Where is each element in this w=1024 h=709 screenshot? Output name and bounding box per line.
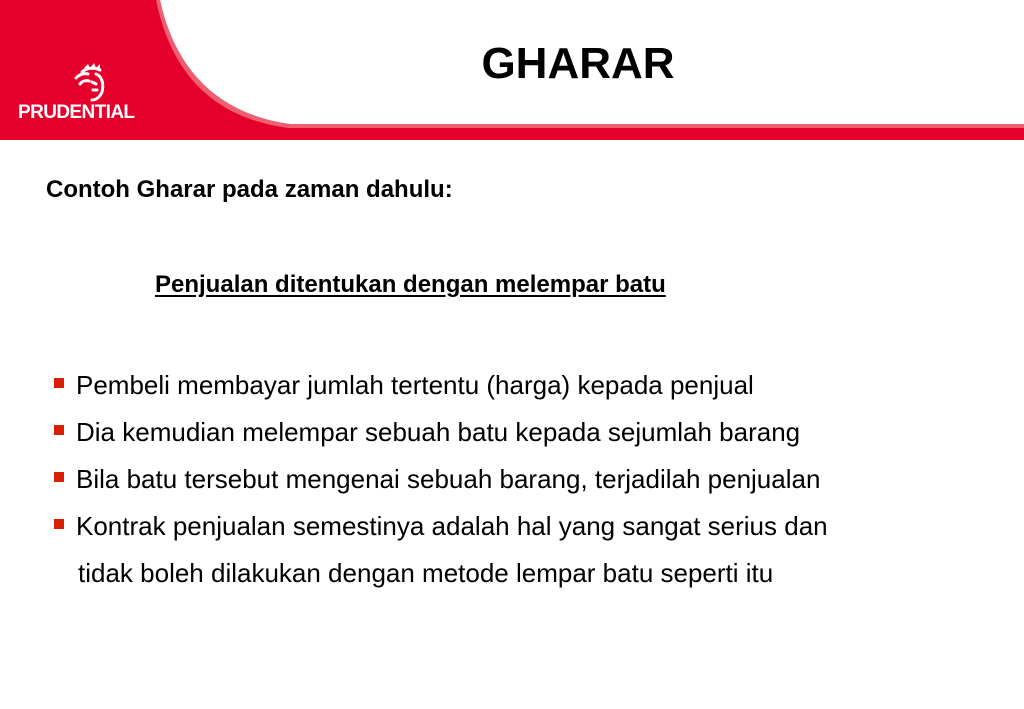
square-bullet-icon — [54, 425, 64, 435]
square-bullet-icon — [54, 519, 64, 529]
bullet-item — [52, 362, 1012, 409]
subtitle: Contoh Gharar pada zaman dahulu: — [46, 176, 453, 203]
bullet-item — [52, 503, 1012, 597]
square-bullet-icon — [54, 378, 64, 388]
bullet-item — [52, 456, 1012, 503]
bullet-item — [52, 409, 1012, 456]
prudence-head-icon — [62, 62, 122, 102]
bullet-text: Dia kemudian melempar sebuah batu kepada sejumlah barang — [76, 417, 801, 447]
prudential-logo — [18, 62, 168, 128]
bullet-list — [52, 362, 1012, 597]
bullet-text: Bila batu tersebut mengenai sebuah barang, terjadilah penjualan — [76, 464, 821, 494]
slide-title: GHARAR — [481, 39, 675, 88]
section-heading: Penjualan ditentukan dengan melempar batu — [155, 271, 666, 298]
brand-wordmark: PRUDENTIAL — [18, 102, 135, 123]
bullet-text-continuation: tidak boleh dilakukan dengan metode lempar batu seperti itu — [78, 558, 774, 588]
bullet-text: Pembeli membayar jumlah tertentu (harga) kepada penjual — [76, 370, 754, 400]
square-bullet-icon — [54, 472, 64, 482]
bullet-text: Kontrak penjualan semestinya adalah hal yang sangat serius dan — [76, 511, 828, 541]
